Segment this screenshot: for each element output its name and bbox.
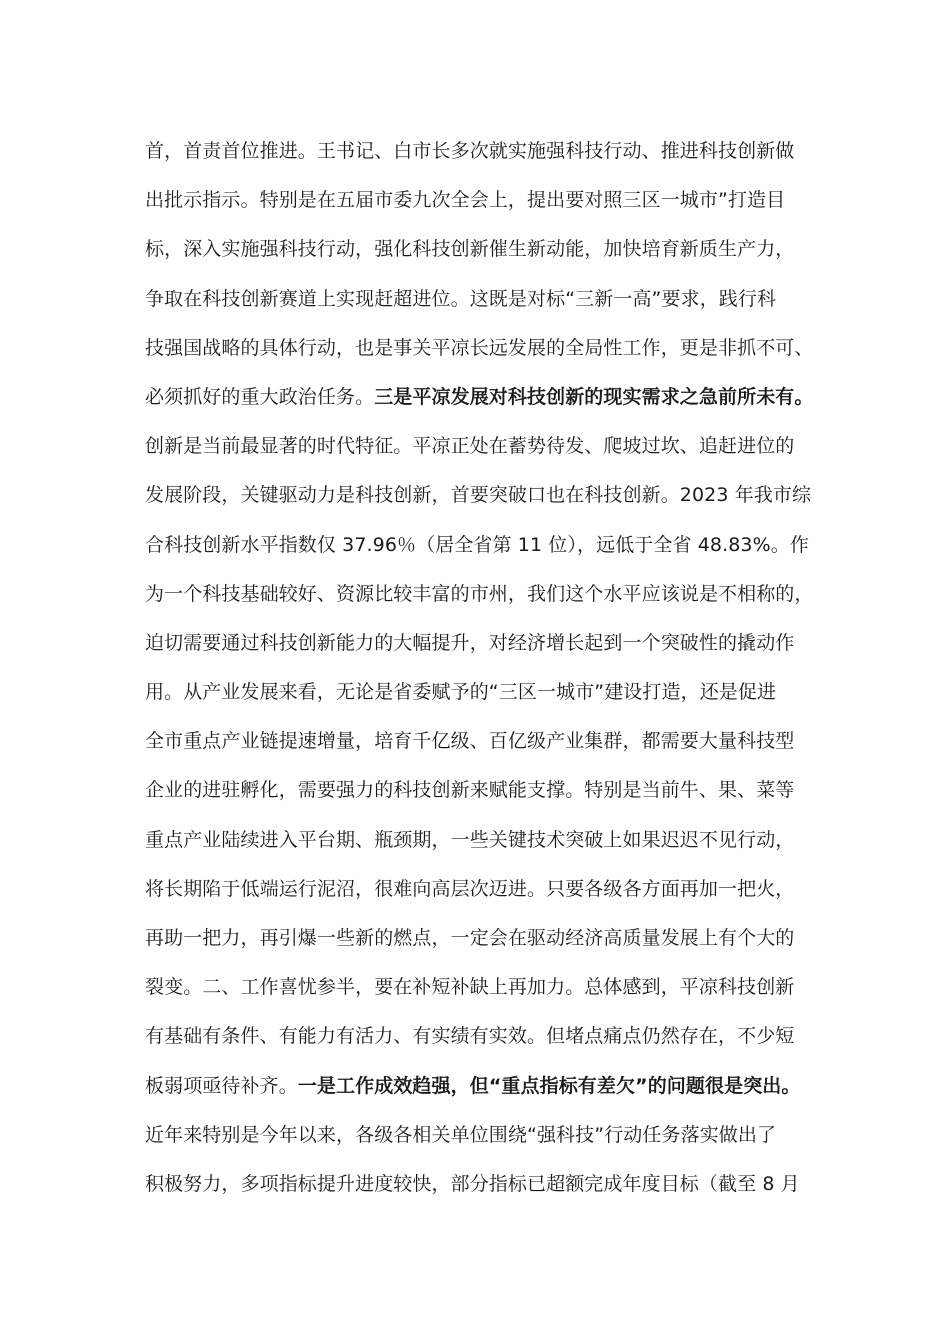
text-line	[145, 1111, 825, 1160]
text-segment: 近年来特别是今年以来，各级各相关单位围绕“强科技”行动任务落实做出了	[145, 1123, 777, 1146]
text-segment: 有基础有条件、有能力有活力、有实绩有实效。但堵点痛点仍然存在，不少短	[145, 1025, 795, 1048]
text-line	[145, 373, 825, 422]
text-segment: 必须抓好的重大政治任务。	[145, 385, 375, 408]
text-line	[145, 176, 825, 225]
text-segment: 裂变。二、工作喜忧参半，要在补短补缺上再加力。总体感到，平凉科技创新	[145, 976, 795, 999]
text-segment: 企业的进驻孵化，需要强力的科技创新来赋能支撑。特别是当前牛、果、菜等	[145, 779, 795, 802]
text-line	[145, 1160, 825, 1209]
text-line	[145, 225, 825, 274]
text-segment: 全市重点产业链提速增量，培育千亿级、百亿级产业集群，都需要大量科技型	[145, 730, 795, 753]
text-line	[145, 619, 825, 668]
text-line	[145, 471, 825, 520]
text-line	[145, 1062, 825, 1111]
text-line	[145, 275, 825, 324]
text-line	[145, 668, 825, 717]
text-segment: 争取在科技创新赛道上实现赶超进位。这既是对标“三新一高”要求，践行科	[145, 287, 777, 310]
text-segment: 为一个科技基础较好、资源比较丰富的市州，我们这个水平应该说是不相称的，	[145, 582, 814, 605]
text-line	[145, 1012, 825, 1061]
text-line	[145, 127, 825, 176]
text-line	[145, 570, 825, 619]
text-segment: 标，深入实施强科技行动，强化科技创新催生新动能，加快培育新质生产力，	[145, 238, 795, 261]
text-segment: 重点产业陆续进入平台期、瓶颈期，一些关键技术突破上如果迟迟不见行动，	[145, 828, 795, 851]
text-line	[145, 865, 825, 914]
text-segment: 首，首责首位推进。王书记、白市长多次就实施强科技行动、推进科技创新做	[145, 140, 795, 162]
text-line	[145, 521, 825, 570]
text-line	[145, 324, 825, 373]
text-segment: 将长期陷于低端运行泥沼，很难向高层次迈进。只要各级各方面再加一把火，	[145, 877, 795, 900]
text-segment: 合科技创新水平指数仅 37.96％（居全省第 11 位），远低于全省 48.83%。作	[145, 533, 809, 556]
text-segment: 迫切需要通过科技创新能力的大幅提升，对经济增长起到一个突破性的撬动作	[145, 631, 795, 654]
text-segment: 创新是当前最显著的时代特征。平凉正处在蓄势待发、爬坡过坎、追赶进位的	[145, 435, 795, 458]
text-line	[145, 422, 825, 471]
text-segment: 板弱项亟待补齐。	[145, 1074, 298, 1097]
text-line	[145, 963, 825, 1012]
text-line	[145, 816, 825, 865]
text-line	[145, 914, 825, 963]
text-segment: 技强国战略的具体行动，也是事关平凉长远发展的全局性工作，更是非抓不可、	[145, 336, 814, 359]
body-text	[145, 127, 825, 1209]
text-line	[145, 717, 825, 766]
text-segment: 出批示指示。特别是在五届市委九次全会上，提出要对照三区一城市”打造目	[145, 189, 786, 212]
bold-text-segment: 三是平凉发展对科技创新的现实需求之急前所未有。	[374, 385, 814, 408]
text-segment: 积极努力，多项指标提升进度较快，部分指标已超额完成年度目标（截至 8 月	[145, 1172, 800, 1195]
text-segment: 发展阶段，关键驱动力是科技创新，首要突破口也在科技创新。2023 年我市综	[145, 484, 812, 507]
text-segment: 再助一把力，再引爆一些新的燃点，一定会在驱动经济高质量发展上有个大的	[145, 927, 795, 949]
text-segment: 用。从产业发展来看，无论是省委赋予的“三区一城市”建设打造，还是促进	[145, 681, 777, 704]
text-line	[145, 766, 825, 815]
bold-text-segment: 一是工作成效趋强，但“重点指标有差欠”的问题很是突出。	[297, 1074, 801, 1097]
